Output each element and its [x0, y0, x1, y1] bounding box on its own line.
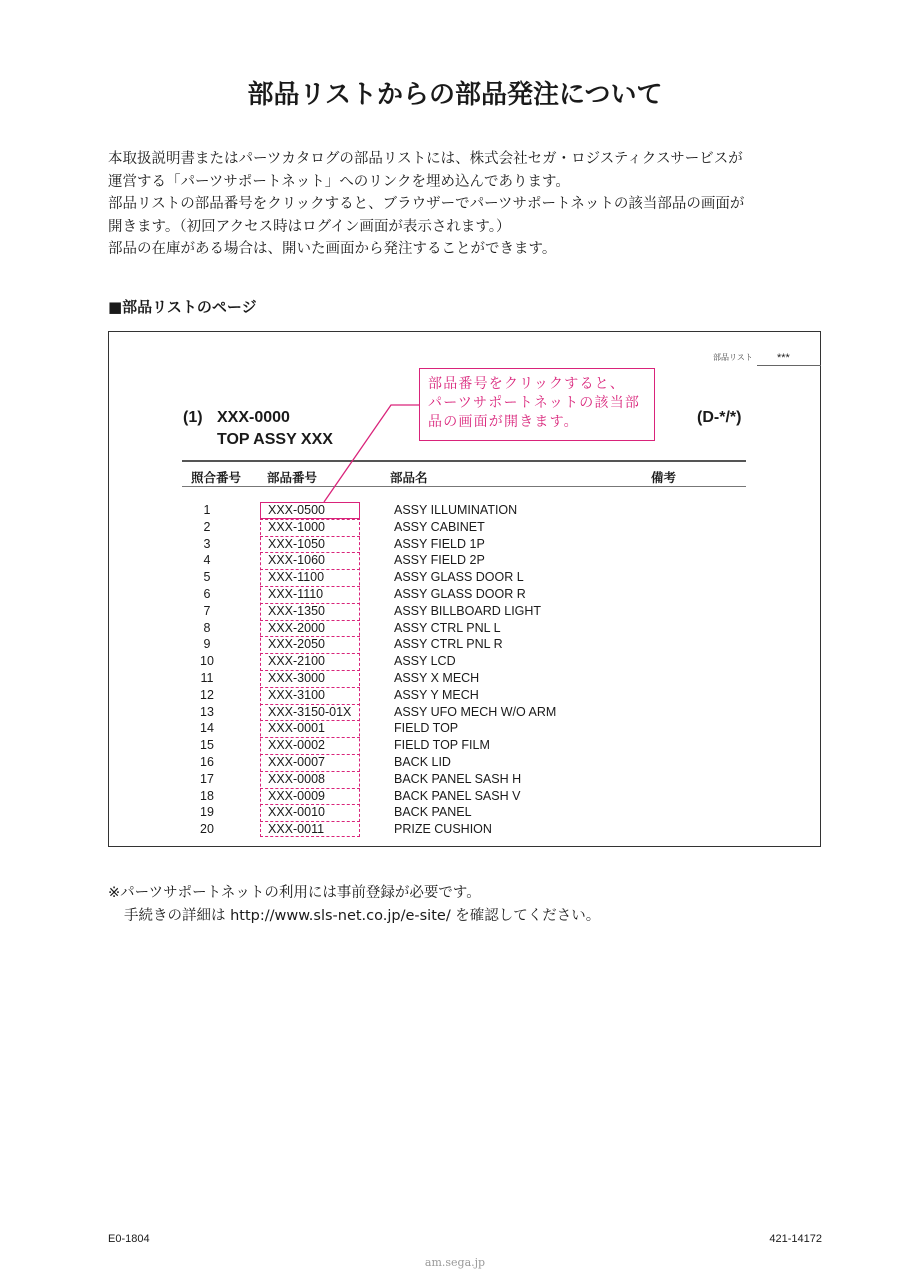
callout-line: 品の画面が開きます。 [428, 414, 579, 430]
table-row [109, 653, 809, 670]
part-name-cell: ASSY GLASS DOOR R [394, 587, 526, 601]
table-row [109, 804, 809, 821]
part-name-cell: ASSY LCD [394, 654, 456, 669]
intro-line: 部品リストの部品番号をクリックすると、ブラウザーでパーツサポートネットの該当部品の画面が [108, 196, 745, 212]
part-number-link[interactable]: XXX-1100 [268, 570, 325, 585]
intro-line: 運営する「パーツサポートネット」へのリンクを埋め込んであります。 [108, 173, 570, 190]
part-name-cell: ASSY CTRL PNL R [394, 637, 503, 652]
part-number-link[interactable]: XXX-2000 [268, 620, 325, 635]
ref-number-cell: 19 [200, 805, 214, 820]
column-header-part-no: 部品番号 [267, 470, 318, 485]
ref-number-cell: 2 [203, 519, 211, 534]
item-revision: (D-*/*) [697, 409, 742, 426]
intro-paragraph [108, 148, 848, 261]
page-title: 部品リストからの部品発注について [247, 80, 663, 110]
ref-number-cell: 11 [200, 671, 214, 685]
ref-number-cell: 16 [200, 755, 214, 769]
table-row [109, 620, 809, 637]
intro-line: 開きます。（初回アクセス時はログイン画面が表示されます。） [108, 218, 511, 235]
ref-number-cell: 13 [200, 704, 214, 719]
ref-number-cell: 9 [203, 637, 211, 652]
item-number: (1) [183, 409, 203, 426]
part-number-link[interactable]: XXX-0001 [268, 721, 325, 736]
table-row [109, 771, 809, 788]
part-name-cell: FIELD TOP FILM [394, 738, 490, 753]
part-name-cell: ASSY Y MECH [394, 687, 479, 702]
table-row [109, 636, 809, 653]
part-number-link[interactable]: XXX-1000 [268, 519, 325, 534]
table-row [109, 536, 809, 553]
callout-line: パーツサポートネットの該当部 [428, 395, 641, 411]
part-number-link[interactable]: XXX-1060 [268, 553, 325, 568]
part-number-link[interactable]: XXX-1050 [268, 536, 325, 551]
table-top-rule [182, 460, 746, 462]
ref-number-cell: 10 [200, 654, 214, 669]
part-number-link[interactable]: XXX-2100 [268, 654, 325, 669]
part-number-link[interactable]: XXX-0002 [268, 738, 325, 753]
ref-number-cell: 6 [203, 587, 211, 601]
part-name-cell: ASSY UFO MECH W/O ARM [394, 704, 557, 719]
header-divider [757, 365, 821, 366]
table-row [109, 603, 809, 620]
part-name-cell: ASSY FIELD 1P [394, 536, 485, 551]
part-name-cell: ASSY GLASS DOOR L [394, 570, 524, 585]
registration-note [108, 882, 600, 928]
part-number-link[interactable]: XXX-2050 [268, 637, 325, 652]
column-header-remarks: 備考 [651, 470, 677, 485]
ref-number-cell: 4 [203, 553, 211, 568]
part-name-cell: BACK LID [394, 755, 451, 769]
part-name-cell: ASSY FIELD 2P [394, 553, 485, 568]
ref-number-cell: 14 [200, 721, 214, 736]
ref-number-cell: 18 [200, 788, 214, 803]
part-name-cell: ASSY CTRL PNL L [394, 620, 501, 635]
part-number-link[interactable]: XXX-3150-01X [268, 704, 352, 719]
column-header-part-name: 部品名 [390, 470, 428, 485]
table-row [109, 788, 809, 805]
ref-number-cell: 17 [200, 771, 214, 786]
ref-number-cell: 15 [200, 738, 214, 753]
ref-number-cell: 1 [203, 503, 211, 517]
callout-box [419, 368, 655, 441]
table-row [109, 670, 809, 687]
table-row [109, 687, 809, 704]
item-name: TOP ASSY XXX [217, 431, 333, 448]
table-row [109, 569, 809, 586]
ref-number-cell: 3 [203, 536, 211, 551]
ref-number-cell: 5 [203, 570, 211, 585]
part-number-link[interactable]: XXX-0011 [268, 822, 325, 837]
table-row [109, 737, 809, 754]
part-name-cell: ASSY CABINET [394, 519, 485, 534]
intro-line: 部品の在庫がある場合は、開いた画面から発注することができます。 [108, 241, 557, 257]
note-line: 手続きの詳細は http://www.sls-net.co.jp/e-site/ を確認してください。 [124, 908, 601, 924]
part-name-cell: FIELD TOP [394, 721, 459, 736]
footer-doc-code: E0-1804 [108, 1233, 150, 1245]
column-header-ref-no: 照合番号 [191, 470, 242, 485]
section-heading: ■部品リストのページ [108, 298, 257, 316]
part-number-link[interactable]: XXX-0008 [268, 771, 325, 786]
ref-number-cell: 12 [200, 687, 214, 702]
part-number-link[interactable]: XXX-1110 [268, 587, 324, 601]
table-row [109, 502, 809, 519]
table-row [109, 704, 809, 721]
part-number-link[interactable]: XXX-0007 [268, 755, 325, 769]
part-number-link[interactable]: XXX-0009 [268, 788, 325, 803]
table-row [109, 586, 809, 603]
callout-line: 部品番号をクリックすると、 [428, 376, 626, 392]
parts-list-sample [108, 331, 821, 847]
part-name-cell: BACK PANEL SASH V [394, 788, 521, 803]
part-name-cell: ASSY BILLBOARD LIGHT [394, 603, 542, 618]
sample-header-label: 部品リスト [713, 353, 753, 362]
part-number-link[interactable]: XXX-0010 [268, 805, 325, 820]
table-row [109, 754, 809, 771]
part-name-cell: BACK PANEL [394, 805, 472, 820]
part-number-link[interactable]: XXX-0500 [268, 503, 325, 517]
table-header-rule [182, 486, 746, 487]
ref-number-cell: 7 [203, 603, 211, 618]
sample-header-value: *** [777, 352, 790, 364]
table-row [109, 552, 809, 569]
ref-number-cell: 20 [200, 822, 214, 837]
ref-number-cell: 8 [203, 620, 211, 635]
part-name-cell: ASSY ILLUMINATION [394, 503, 518, 517]
table-row [109, 720, 809, 737]
part-name-cell: BACK PANEL SASH H [394, 771, 522, 786]
item-code: XXX-0000 [217, 409, 290, 426]
note-line: ※パーツサポートネットの利用には事前登録が必要です。 [108, 885, 481, 901]
table-row [109, 821, 809, 838]
intro-line: 本取扱説明書またはパーツカタログの部品リストには、株式会社セガ・ロジスティクスサービスが [108, 151, 743, 167]
table-row [109, 519, 809, 536]
part-number-link[interactable]: XXX-1350 [268, 603, 325, 618]
part-number-link[interactable]: XXX-3100 [268, 687, 325, 702]
part-name-cell: PRIZE CUSHION [394, 822, 492, 837]
part-number-link[interactable]: XXX-3000 [268, 671, 325, 685]
part-name-cell: ASSY X MECH [394, 671, 480, 685]
footer-part-number: 421-14172 [769, 1233, 822, 1245]
footer-website: am.sega.jp [424, 1256, 486, 1269]
